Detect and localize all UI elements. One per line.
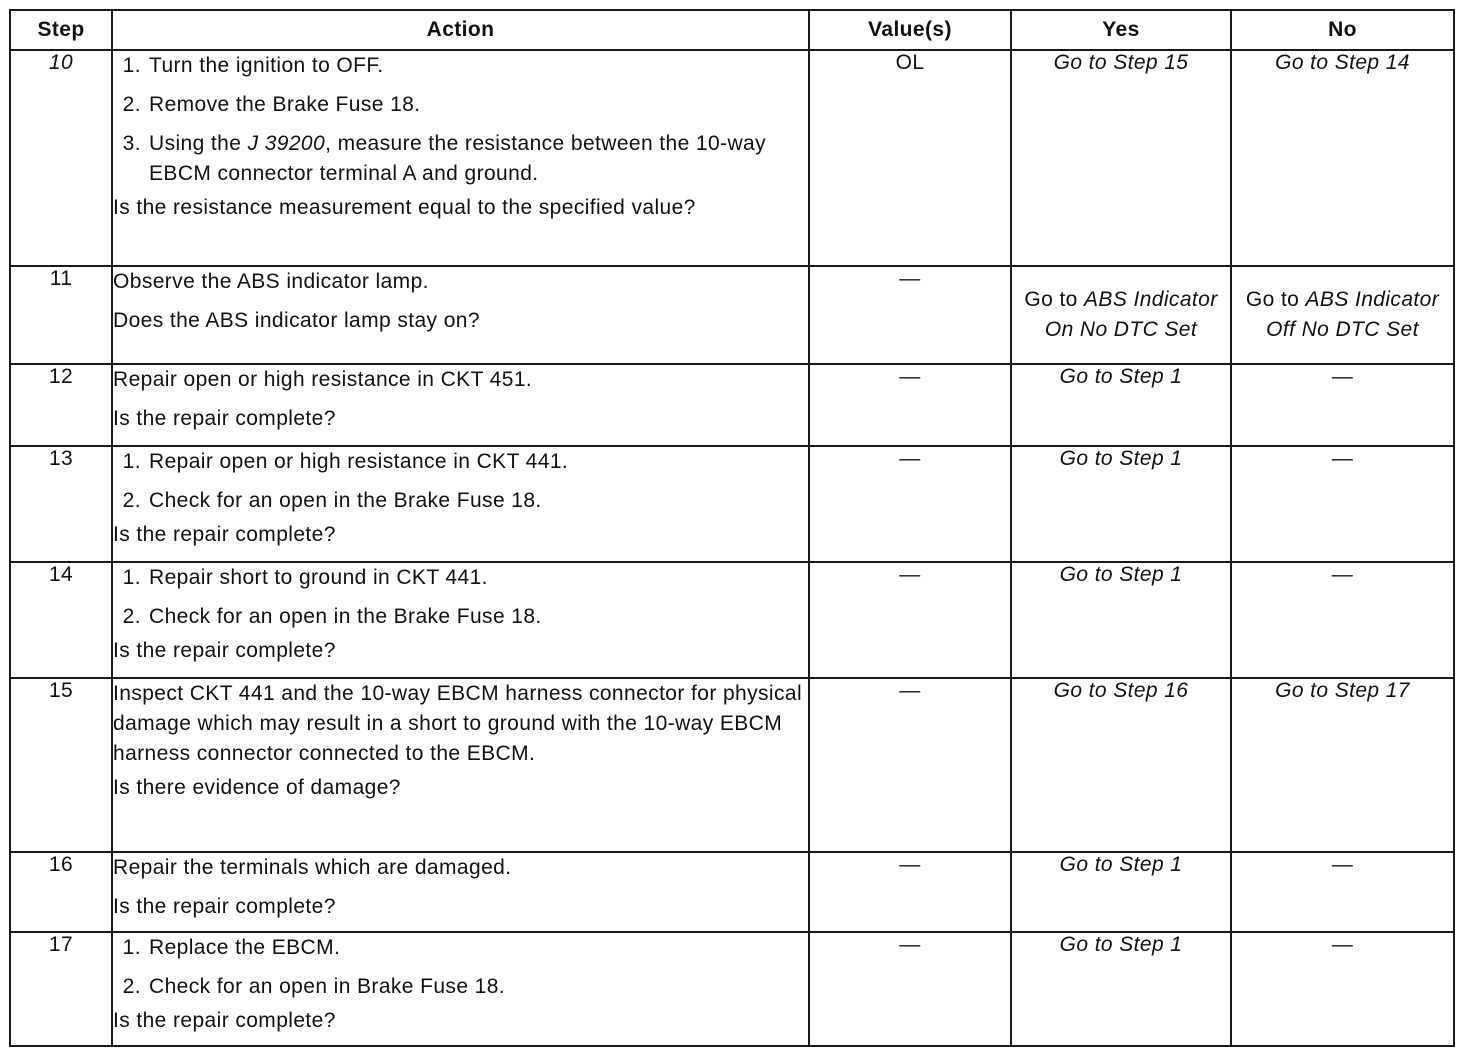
list-item: 2. Check for an open in Brake Fuse 18. [122,975,506,998]
action-list [113,563,808,632]
table-row [10,50,1454,266]
no-cell: — [1231,446,1454,562]
action-question: Is the resistance measurement equal to the specified value? [113,196,696,219]
table-row [10,852,1454,932]
no-cell: — [1231,364,1454,446]
action-cell: Repair open or high resistance in CKT 451. Is the repair complete? [112,364,809,446]
action-question: Does the ABS indicator lamp stay on? [113,309,480,332]
step-number: 13 [10,446,112,562]
action-cell [112,932,809,1046]
step-number: 15 [10,678,112,852]
yes-cell: Go to Step 1 [1011,364,1231,446]
list-item: 1. Repair short to ground in CKT 441. [122,566,488,589]
value-cell: — [809,678,1011,852]
table-row [10,446,1454,562]
action-question: Is the repair complete? [113,895,336,918]
list-item: 2. Remove the Brake Fuse 18. [122,93,421,116]
step-number: 10 [10,50,112,266]
yes-cell: Go to Step 1 [1011,932,1231,1046]
action-list [113,447,808,516]
list-item: 1. Repair open or high resistance in CKT 441. [122,450,569,473]
header-step: Step [10,10,112,50]
action-question: Is the repair complete? [113,1009,336,1032]
no-cell: — [1231,562,1454,678]
table-row [10,364,1454,446]
table-row [10,678,1454,852]
action-question: Is there evidence of damage? [113,776,401,799]
no-cell: Go to Step 14 [1231,50,1454,266]
table-row [10,562,1454,678]
action-cell [112,50,809,266]
action-cell: Observe the ABS indicator lamp. Does the ABS indicator lamp stay on? [112,266,809,364]
list-item: 1. Replace the EBCM. [122,936,341,959]
no-cell: — [1231,932,1454,1046]
value-cell: — [809,932,1011,1046]
action-list [113,51,808,189]
value-cell: — [809,364,1011,446]
action-cell: Repair the terminals which are damaged. Is the repair complete? [112,852,809,932]
action-cell [112,562,809,678]
step-number: 16 [10,852,112,932]
no-cell: Go to Step 17 [1231,678,1454,852]
yes-cell: Go to Step 16 [1011,678,1231,852]
list-item: 3. Using the J 39200, measure the resistance between the 10-way EBCM connector terminal A and ground. [122,132,767,185]
value-cell: — [809,852,1011,932]
yes-cell: Go to ABS Indicator On No DTC Set [1011,266,1231,364]
value-cell: — [809,446,1011,562]
tool-reference: J 39200 [247,132,326,155]
value-cell: — [809,266,1011,364]
header-no: No [1231,10,1454,50]
action-question: Is the repair complete? [113,639,336,662]
table-row [10,932,1454,1046]
step-number: 11 [10,266,112,364]
yes-cell: Go to Step 1 [1011,562,1231,678]
yes-cell: Go to Step 1 [1011,852,1231,932]
header-row [10,10,1454,50]
yes-cell: Go to Step 1 [1011,446,1231,562]
header-action: Action [112,10,809,50]
action-question: Is the repair complete? [113,407,336,430]
list-item: 2. Check for an open in the Brake Fuse 18. [122,489,542,512]
list-item: 2. Check for an open in the Brake Fuse 18. [122,605,542,628]
action-question: Is the repair complete? [113,523,336,546]
action-cell: Inspect CKT 441 and the 10-way EBCM harness connector for physical damage which may result in a short to ground with the 10-way EBCM harness connector connected to the EBCM. Is there evidence of damage? [112,678,809,852]
no-cell: — [1231,852,1454,932]
table-row [10,266,1454,364]
no-cell: Go to ABS Indicator Off No DTC Set [1231,266,1454,364]
value-cell: OL [809,50,1011,266]
action-list [113,933,808,1002]
step-number: 17 [10,932,112,1046]
header-values: Value(s) [809,10,1011,50]
yes-cell: Go to Step 15 [1011,50,1231,266]
list-item: 1. Turn the ignition to OFF. [122,54,384,77]
diagnostic-table [9,9,1455,1047]
action-cell [112,446,809,562]
value-cell: — [809,562,1011,678]
header-yes: Yes [1011,10,1231,50]
step-number: 14 [10,562,112,678]
step-number: 12 [10,364,112,446]
